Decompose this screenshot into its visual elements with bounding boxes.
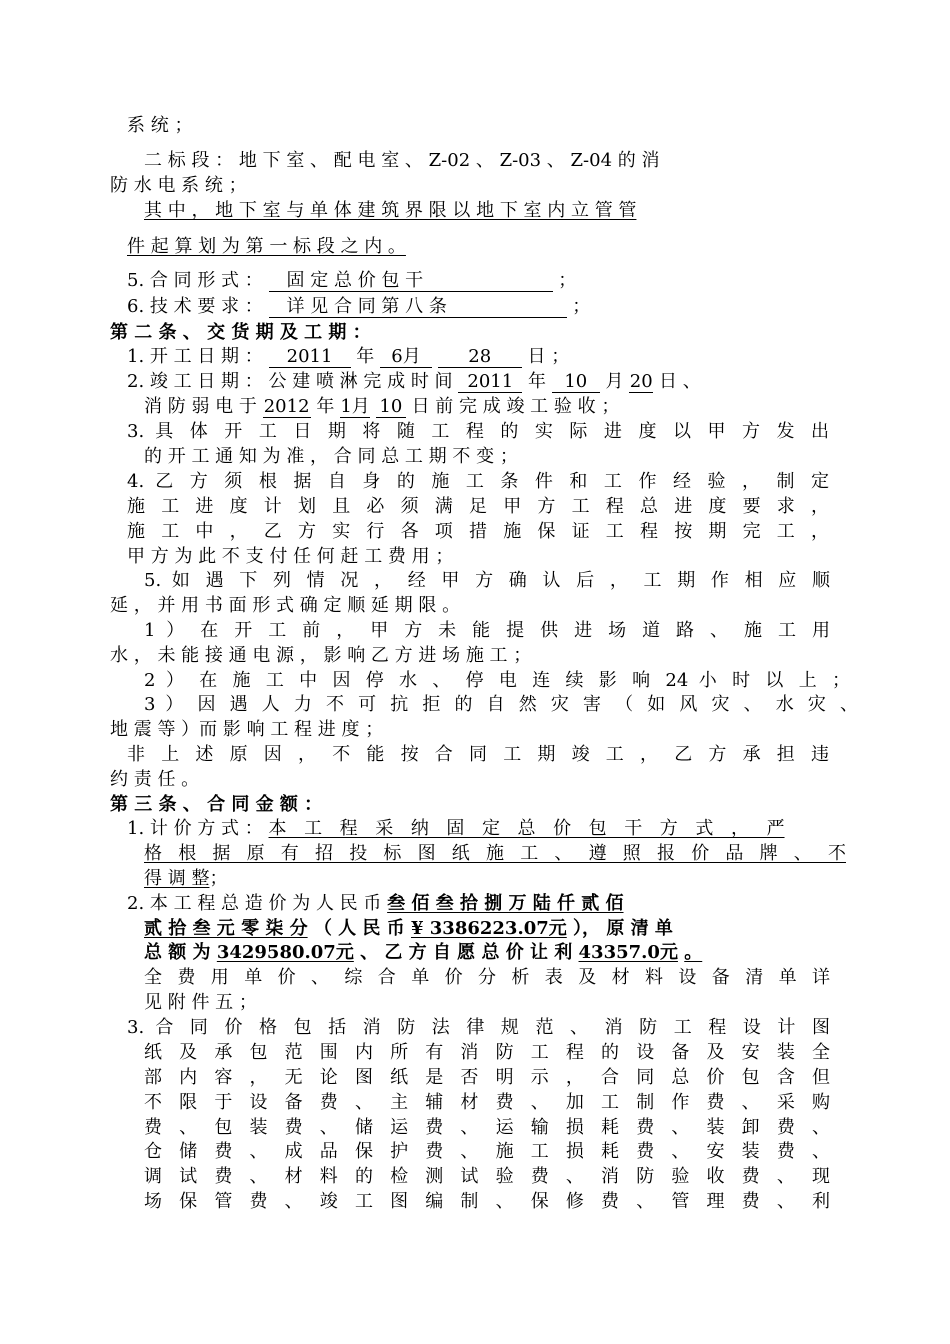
amount-figures: ¥ 3386223.07元 <box>410 918 567 939</box>
pricing-method-text: 本 工 程 采 纳 固 定 总 价 包 干 方 式 ， 严 <box>268 818 785 839</box>
text-line: 纸 及 承 包 范 围 内 所 有 消 防 工 程 的 设 备 及 安 装 全 <box>144 1042 830 1063</box>
text-line: 系 统 ； <box>127 115 193 136</box>
text-line: 防 水 电 系 统 ； <box>110 175 247 196</box>
label: 2. 竣 工 日 期 ： 公 建 喷 淋 完 成 时 间 <box>127 371 453 392</box>
text-line: 的 开 工 通 知 为 准 ， 合 同 总 工 期 不 变 ； <box>144 446 518 467</box>
tech-req-value: 详 见 合 同 第 八 条 <box>269 297 567 318</box>
text: （ 人 民 币 <box>313 918 405 939</box>
start-day: 28 <box>438 347 522 368</box>
text-line: 施 工 中 ， 乙 方 实 行 各 项 措 施 保 证 工 程 按 期 完 工 ， <box>127 521 829 542</box>
text-line: 2 ） 在 施 工 中 因 停 水 、 停 电 连 续 影 响 24 小 时 以 上 ； <box>144 670 850 691</box>
day-unit: 日 前 完 成 竣 工 验 收 ； <box>411 396 620 417</box>
start-month: 6月 <box>380 347 432 368</box>
label: 2. 本 工 程 总 造 价 为 人 民 币 <box>127 893 382 914</box>
month-unit: 月 <box>605 371 624 392</box>
finish-year: 2011 <box>458 372 522 393</box>
total-price-row-3 <box>144 942 702 964</box>
label: 1. 计 价 方 式 ： <box>127 818 263 839</box>
text-line: 4. 乙 方 须 根 据 自 身 的 施 工 条 件 和 工 作 经 验 ， 制 定 <box>127 471 829 492</box>
text: 、 乙 方 自 愿 总 价 让 利 <box>360 942 573 963</box>
year-unit: 年 <box>356 346 375 367</box>
text-line: 1 ） 在 开 工 前 ， 甲 方 未 能 提 供 进 场 道 路 、 施 工 用 <box>144 620 830 641</box>
amount-in-words: 叁 佰 叁 拾 捌 万 陆 仟 贰 佰 <box>387 893 624 914</box>
amount-in-words: 贰 拾 叁 元 零 柒 分 <box>144 918 308 939</box>
underlined-line: 其 中 ， 地 下 室 与 单 体 建 筑 界 限 以 地 下 室 内 立 管 管 <box>144 200 637 221</box>
finish-month: 10 <box>552 372 600 393</box>
weak-month: 1月 <box>340 396 370 417</box>
text-line: 施 工 进 度 计 划 且 必 须 满 足 甲 方 工 程 总 进 度 要 求 ， <box>127 496 829 517</box>
article-2-title: 第 二 条 、 交 货 期 及 工 期 ： <box>110 322 371 343</box>
punct: ； <box>209 868 228 889</box>
article-3-title: 第 三 条 、 合 同 金 额 ： <box>110 794 323 815</box>
text-line: 仓 储 费 、 成 品 保 护 费 、 施 工 损 耗 费 、 安 装 费 、 <box>144 1141 830 1162</box>
punct: 。 <box>684 942 703 963</box>
tech-req-row <box>127 296 590 318</box>
weak-day: 10 <box>376 397 406 418</box>
day-unit: 日 、 <box>658 371 701 392</box>
text-line: 不 限 于 设 备 费 、 主 辅 材 费 、 加 工 制 作 费 、 采 购 <box>144 1092 830 1113</box>
label: 1. 开 工 日 期 ： <box>127 346 263 367</box>
text-line: 3 ） 因 遇 人 力 不 可 抗 拒 的 自 然 灾 害 （ 如 风 灾 、 水 灾 、 <box>144 694 858 715</box>
day-unit: 日 ； <box>527 346 570 367</box>
start-year: 2011 <box>269 347 351 368</box>
text: 总 额 为 <box>144 942 211 963</box>
finish-date-row-2 <box>144 396 619 418</box>
underlined-line: 件 起 算 划 为 第 一 标 段 之 内 。 <box>127 236 406 257</box>
text-line: 见 附 件 五 ； <box>144 992 257 1013</box>
text-line: 部 内 容 ， 无 论 图 纸 是 否 明 示 ， 合 同 总 价 包 含 但 <box>144 1067 830 1088</box>
year-unit: 年 <box>316 396 335 417</box>
original-total: 3429580.07元 <box>216 942 354 963</box>
contract-form-value: 固 定 总 价 包 干 <box>269 271 553 292</box>
label: 消 防 弱 电 于 <box>144 396 257 417</box>
year-unit: 年 <box>528 371 547 392</box>
text-line: 甲 方 为 此 不 支 付 任 何 赶 工 费 用 ； <box>127 546 454 567</box>
text-line: 二 标 段 ： 地 下 室 、 配 电 室 、 Z-02 、 Z-03 、 Z-04 的 消 <box>144 150 660 171</box>
text-line: 水 ， 未 能 接 通 电 源 ， 影 响 乙 方 进 场 施 工 ； <box>110 645 532 666</box>
contract-form-row <box>127 270 576 292</box>
finish-day: 20 <box>629 371 653 392</box>
text: ）， 原 清 单 <box>573 918 673 939</box>
text-line: 调 试 费 、 材 料 的 检 测 试 验 费 、 消 防 验 收 费 、 现 <box>144 1166 830 1187</box>
text-line: 全 费 用 单 价 、 综 合 单 价 分 析 表 及 材 料 设 备 清 单 详 <box>144 967 830 988</box>
pricing-method-end <box>144 868 227 890</box>
text-line: 费 、 包 装 费 、 储 运 费 、 运 输 损 耗 费 、 装 卸 费 、 <box>144 1117 830 1138</box>
label: 6. 技 术 要 求 ： <box>127 296 263 317</box>
underlined-line: 格 根 据 原 有 招 投 标 图 纸 施 工 、 遵 照 报 价 品 牌 、 不 <box>144 843 846 864</box>
pricing-method-row <box>127 818 785 840</box>
text-line: 约 责 任 。 <box>110 769 200 790</box>
total-price-row <box>127 893 624 915</box>
punct: ； <box>572 296 591 317</box>
underlined-text: 得 调 整 <box>144 868 210 889</box>
text-line: 场 保 管 费 、 竣 工 图 编 制 、 保 修 费 、 管 理 费 、 利 <box>144 1191 830 1212</box>
weak-year: 2012 <box>263 396 310 417</box>
finish-date-row <box>127 371 701 393</box>
punct: ； <box>558 270 577 291</box>
start-date-row <box>127 346 569 368</box>
text-line: 非 上 述 原 因 ， 不 能 按 合 同 工 期 竣 工 ， 乙 方 承 担 违 <box>127 744 829 765</box>
total-price-row-2 <box>144 918 673 940</box>
text-line: 延 ， 并 用 书 面 形 式 确 定 顺 延 期 限 。 <box>110 595 461 616</box>
text-line: 地 震 等 ）而 影 响 工 程 进 度 ； <box>110 719 384 740</box>
text-line: 5. 如 遇 下 列 情 况 ， 经 甲 方 确 认 后 ， 工 期 作 相 应 顺 <box>144 570 830 591</box>
discount-amount: 43357.0元 <box>578 942 678 963</box>
text-line: 3. 合 同 价 格 包 括 消 防 法 律 规 范 、 消 防 工 程 设 计 图 <box>127 1017 830 1038</box>
label: 5. 合 同 形 式 ： <box>127 270 263 291</box>
text-line: 3. 具 体 开 工 日 期 将 随 工 程 的 实 际 进 度 以 甲 方 发 出 <box>127 421 829 442</box>
